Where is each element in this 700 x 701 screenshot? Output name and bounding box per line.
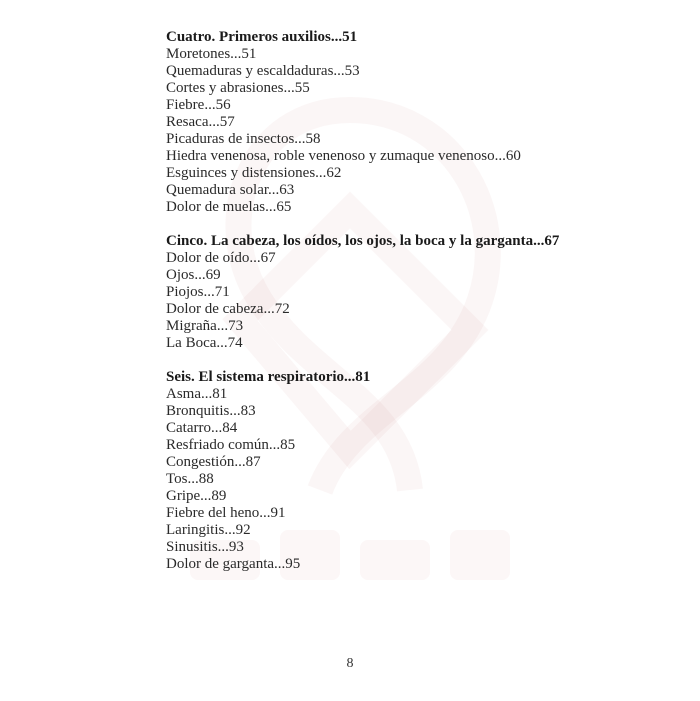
toc-entry: Migraña...73 [166, 318, 244, 334]
toc-entry: Tos...88 [166, 471, 214, 487]
section-title: Cinco. La cabeza, los oídos, los ojos, la boca y la garganta...67 [166, 233, 560, 249]
toc-entry: Picaduras de insectos...58 [166, 131, 321, 147]
toc-entry: Resfriado común...85 [166, 437, 296, 453]
toc-entry: Quemaduras y escaldaduras...53 [166, 63, 360, 79]
toc-entry: Quemadura solar...63 [166, 182, 295, 198]
toc-entry: Resaca...57 [166, 114, 235, 130]
toc-entry: Cortes y abrasiones...55 [166, 80, 310, 96]
toc-entry: Esguinces y distensiones...62 [166, 165, 342, 181]
toc-entry: Sinusitis...93 [166, 539, 244, 555]
toc-entry: Dolor de cabeza...72 [166, 301, 290, 317]
toc-section-seis [166, 369, 606, 573]
toc-entry: Fiebre del heno...91 [166, 505, 286, 521]
toc-entry: Fiebre...56 [166, 97, 231, 113]
toc-entry: Dolor de muelas...65 [166, 199, 292, 215]
toc-section-cuatro [166, 29, 606, 216]
toc-section-cinco [166, 233, 606, 352]
toc-entry: La Boca...74 [166, 335, 243, 351]
toc-entry: Gripe...89 [166, 488, 227, 504]
toc-entry: Congestión...87 [166, 454, 261, 470]
toc-entry: Moretones...51 [166, 46, 257, 62]
toc-entry: Laringitis...92 [166, 522, 251, 538]
toc-entry: Catarro...84 [166, 420, 238, 436]
page-number: 8 [346, 656, 354, 671]
toc-entry: Bronquitis...83 [166, 403, 256, 419]
section-title: Seis. El sistema respiratorio...81 [166, 369, 371, 385]
table-of-contents [166, 29, 606, 573]
toc-entry: Dolor de garganta...95 [166, 556, 301, 572]
section-title: Cuatro. Primeros auxilios...51 [166, 29, 358, 45]
toc-entry: Hiedra venenosa, roble venenoso y zumaque venenoso...60 [166, 148, 521, 164]
toc-entry: Asma...81 [166, 386, 228, 402]
toc-entry: Dolor de oído...67 [166, 250, 276, 266]
toc-entry: Ojos...69 [166, 267, 221, 283]
toc-entry: Piojos...71 [166, 284, 230, 300]
